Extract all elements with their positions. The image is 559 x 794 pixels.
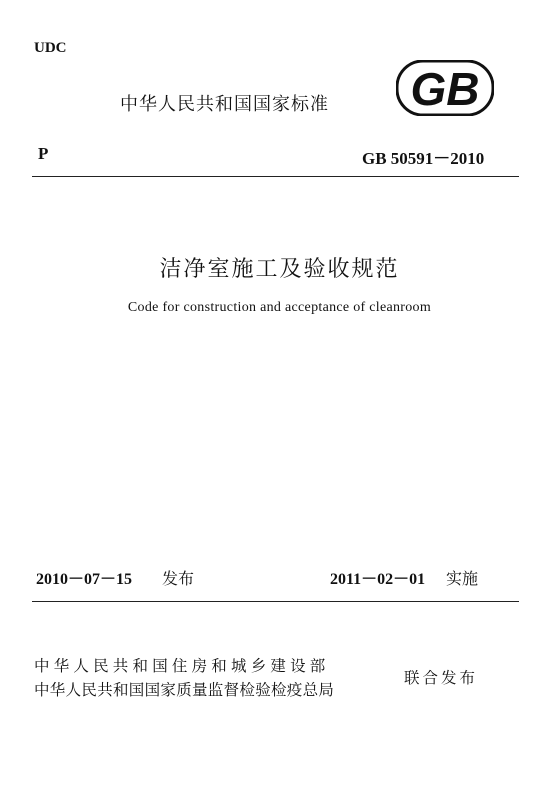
divider-bottom: [32, 601, 519, 602]
classification-code: P: [38, 144, 49, 163]
issue-label: 发布: [162, 569, 195, 588]
title-english: Code for construction and acceptance of cleanroom: [127, 300, 432, 315]
standard-type: 中华人民共和国国家标准: [120, 94, 329, 115]
publisher-2: 中华人民共和国国家质量监督检验检疫总局: [34, 681, 335, 699]
divider-top: [32, 176, 519, 177]
gb-logo-text: GB: [410, 63, 480, 115]
udc-label: UDC: [34, 40, 67, 56]
implement-date: 2011－02－01: [330, 571, 426, 588]
publisher-1: 中华人民共和国住房和城乡建设部: [34, 657, 330, 675]
gb-logo: [396, 60, 494, 116]
implement-label: 实施: [446, 569, 479, 588]
joint-publish-label: 联合发布: [404, 669, 479, 687]
issue-date: 2010－07－15: [36, 571, 133, 588]
standard-number: GB 50591－2010: [362, 149, 485, 168]
title-chinese: 洁净室施工及验收规范: [159, 257, 400, 282]
